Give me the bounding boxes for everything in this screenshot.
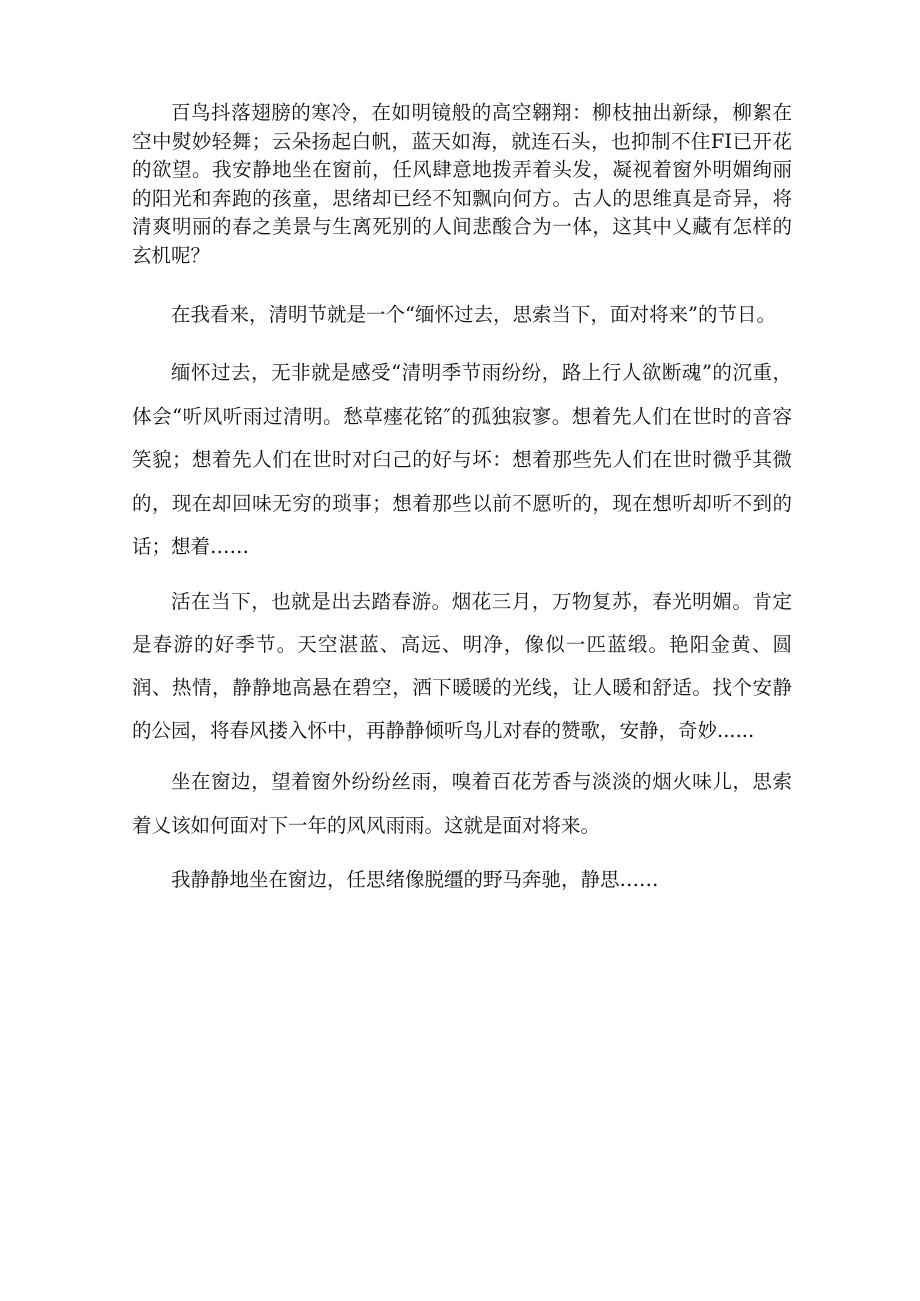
- paragraph-3: 缅怀过去，无非就是感受“清明季节雨纷纷，路上行人欲断魂”的沉重，体会“听风听雨过清明。愁草瘗花铭″的孤独寂寥。想着先人们在世时的音容笑貌；想着先人们在世时对臼己的好与坏：想着那些先人们在世时微乎其微的，现在却回味无穷的琐事；想着那些以前不愿听的，现在想听却听不到的话；想着……: [132, 361, 792, 558]
- paragraph-6: 我静静地坐在窗边，任思绪像脱缰的野马奔驰，静思……: [171, 867, 659, 891]
- paragraph-2: 在我看来，清明节就是一个“缅怀过去，思索当下，面对将来”的节日。: [171, 303, 776, 326]
- paragraph-4: 活在当下，也就是出去踏春游。烟花三月，万物复苏，春光明媚。肯定是春游的好季节。天空湛蓝、高远、明净，像似一匹蓝缎。艳阳金黄、圆润、热情，静静地高悬在碧空，洒下暖暖的光线，让人暖和舒适。找个安静的公园，将春风搂入怀中，再静静倾听鸟儿对春的赞歌，安静，奇妙......: [132, 589, 792, 742]
- paragraph-1: 百鸟抖落翅膀的寒冷，在如明镜般的高空翱翔：柳枝抽出新绿，柳絮在空中熨妙轻舞；云朵扬起白帆，蓝天如海，就连石头，也抑制不住FI已开花的欲望。我安静地坐在窗前，任风肆意地拨弄着头发，凝视着窗外明媚绚丽的阳光和奔跑的孩童，思绪却已经不知飘向何方。古人的思维真是奇异，将清爽明丽的春之美景与生离死别的人间悲酸合为一体，这其中乂藏有怎样的玄机呢？: [132, 101, 792, 267]
- document-body: [132, 99, 792, 902]
- paragraph-5: 坐在窗边，望着窗外纷纷丝雨，嗅着百花芳香与淡淡的烟火味儿，思索着乂该如何面对下一年的风风雨雨。这就是面对将来。: [132, 769, 792, 837]
